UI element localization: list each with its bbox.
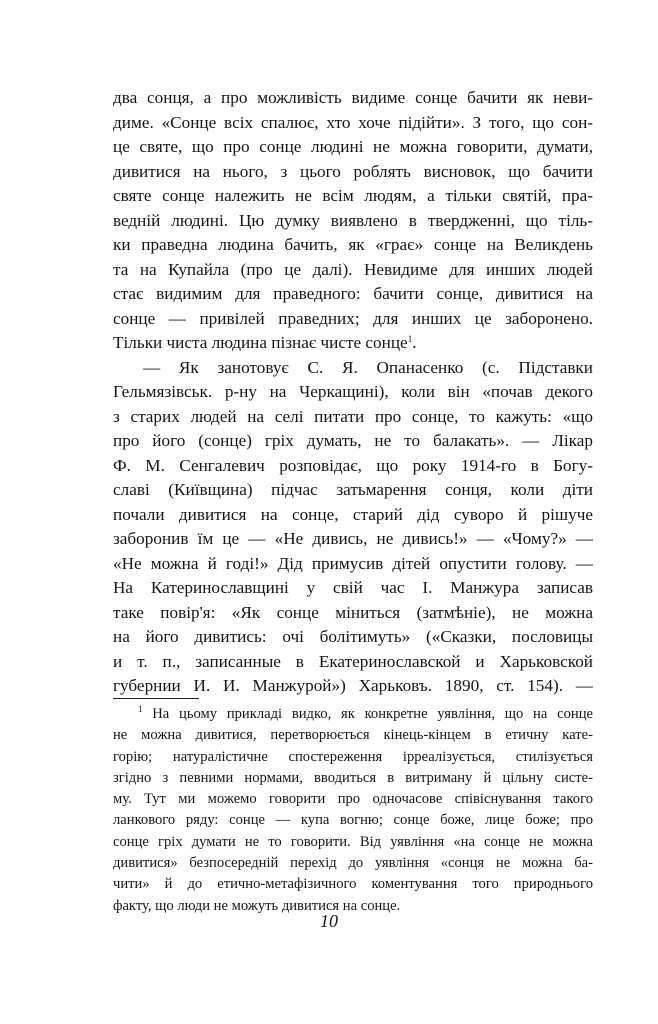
footnote-line: факту, що люди не можуть дивитися на сонце. (113, 897, 401, 914)
footnote-reference[interactable]: 1 (407, 334, 413, 344)
text-line-paragraph-end (113, 331, 593, 356)
text-line: заборонив їм це — «Не дивись, не дивись!» — «Чому?» — (113, 529, 593, 548)
text-line: и т. п., записанные в Екатеринославской и Харьковской (113, 651, 593, 671)
footnote-line (113, 704, 593, 725)
footnote-marker: 1 (138, 704, 143, 714)
footnote-line: чити» й до етично-метафізичного коментування того природнього (113, 876, 593, 893)
text-line: стає видимим для праведного: бачити сонце, дивитися на (113, 284, 593, 303)
footnote (113, 704, 593, 917)
footnote-line: му. Тут ми можемо говорити про одночасове співіснування такого (113, 791, 593, 808)
text-line: — Як занотовує С. Я. Опанасенко (с. Підставки (143, 357, 593, 377)
text-line: диме. «Сонце всіх спалює, хто хоче підійти». З того, що сон- (113, 112, 593, 132)
footnote-line: не можна дивитися, перетворюється кінець-кінцем в етичну кате- (113, 727, 593, 744)
text-line: про його (сонце) гріх думать, не то балакать». — Лікар (113, 431, 593, 450)
text-line: дивитися на нього, з цього роблять висновок, що бачити (113, 161, 593, 181)
text-line: Тільки чиста людина пізнає чисте сонце (113, 333, 408, 352)
text-line: це святе, що про сонце людині не можна говорити, думати, (113, 137, 593, 156)
text-line: святе сонце належить не всім людям, а тільки святій, пра- (113, 186, 593, 205)
footnote-line: сонце гріх думати не то говорити. Від уявління «на сонце не можна (113, 833, 593, 850)
footnote-line: ланкового ряду: сонце — купа вогню; сонце боже, лице боже; про (113, 812, 593, 829)
text-line: ки праведна людина бачить, як «грає» сонце на Великдень (113, 235, 593, 254)
text-line: Гельмязівськ. р-ну на Черкащині), коли він «почав декого (113, 382, 593, 401)
text-line: славі (Київщина) підчас затьмарення сонця, коли діти (113, 480, 593, 499)
text-line: Ф. М. Сенгалевич розповідає, що року 1914-го в Богу- (113, 455, 593, 475)
text-line: з старих людей на селі питати про сонце, то кажуть: «що (113, 406, 593, 426)
footnote-line: згідно з певними нормами, вводиться в витриману й цільну систе- (113, 769, 593, 786)
text-line: таке повір'я: «Як сонце міниться (затмѣніе), не можна (113, 602, 593, 622)
main-text (113, 86, 593, 699)
text-line: «Не можна й годі!» Дід примусив дітей опустити голову. — (113, 553, 593, 573)
footnote-divider (113, 698, 199, 699)
text-line: губернии И. И. Манжурой») Харьковъ. 1890, ст. 154). — (113, 676, 593, 695)
footnote-line: дивитися» безпосередній перехід до уявління «сонця не можна ба- (113, 855, 593, 872)
text-line: На Катеринославщині у свій час І. Манжура записав (113, 578, 593, 597)
page-number: 10 (320, 911, 338, 931)
text-line: сонце — привілей праведних; для инших це заборонено. (113, 308, 593, 328)
footnote-text: На цьому прикладі видко, як конкретне уявління, що на сонце (152, 706, 593, 722)
text-line: на його дивитись: очі болітимуть» («Сказки, пословицы (113, 627, 593, 646)
footnote-line: горію; натуралістичне спостереження ірреалізується, стилізується (113, 748, 593, 765)
text-line: два сонця, а про можливість видиме сонце бачити як неви- (113, 88, 593, 107)
text-line: ведній людині. Цю думку виявлено в твердженні, що тіль- (113, 210, 593, 230)
text-line: та на Купайла (про це далі). Невидиме для инших людей (113, 259, 593, 279)
text-line: почали дивитися на сонце, старий дід суворо й рішуче (113, 504, 593, 524)
sentence-end: . (412, 333, 417, 352)
